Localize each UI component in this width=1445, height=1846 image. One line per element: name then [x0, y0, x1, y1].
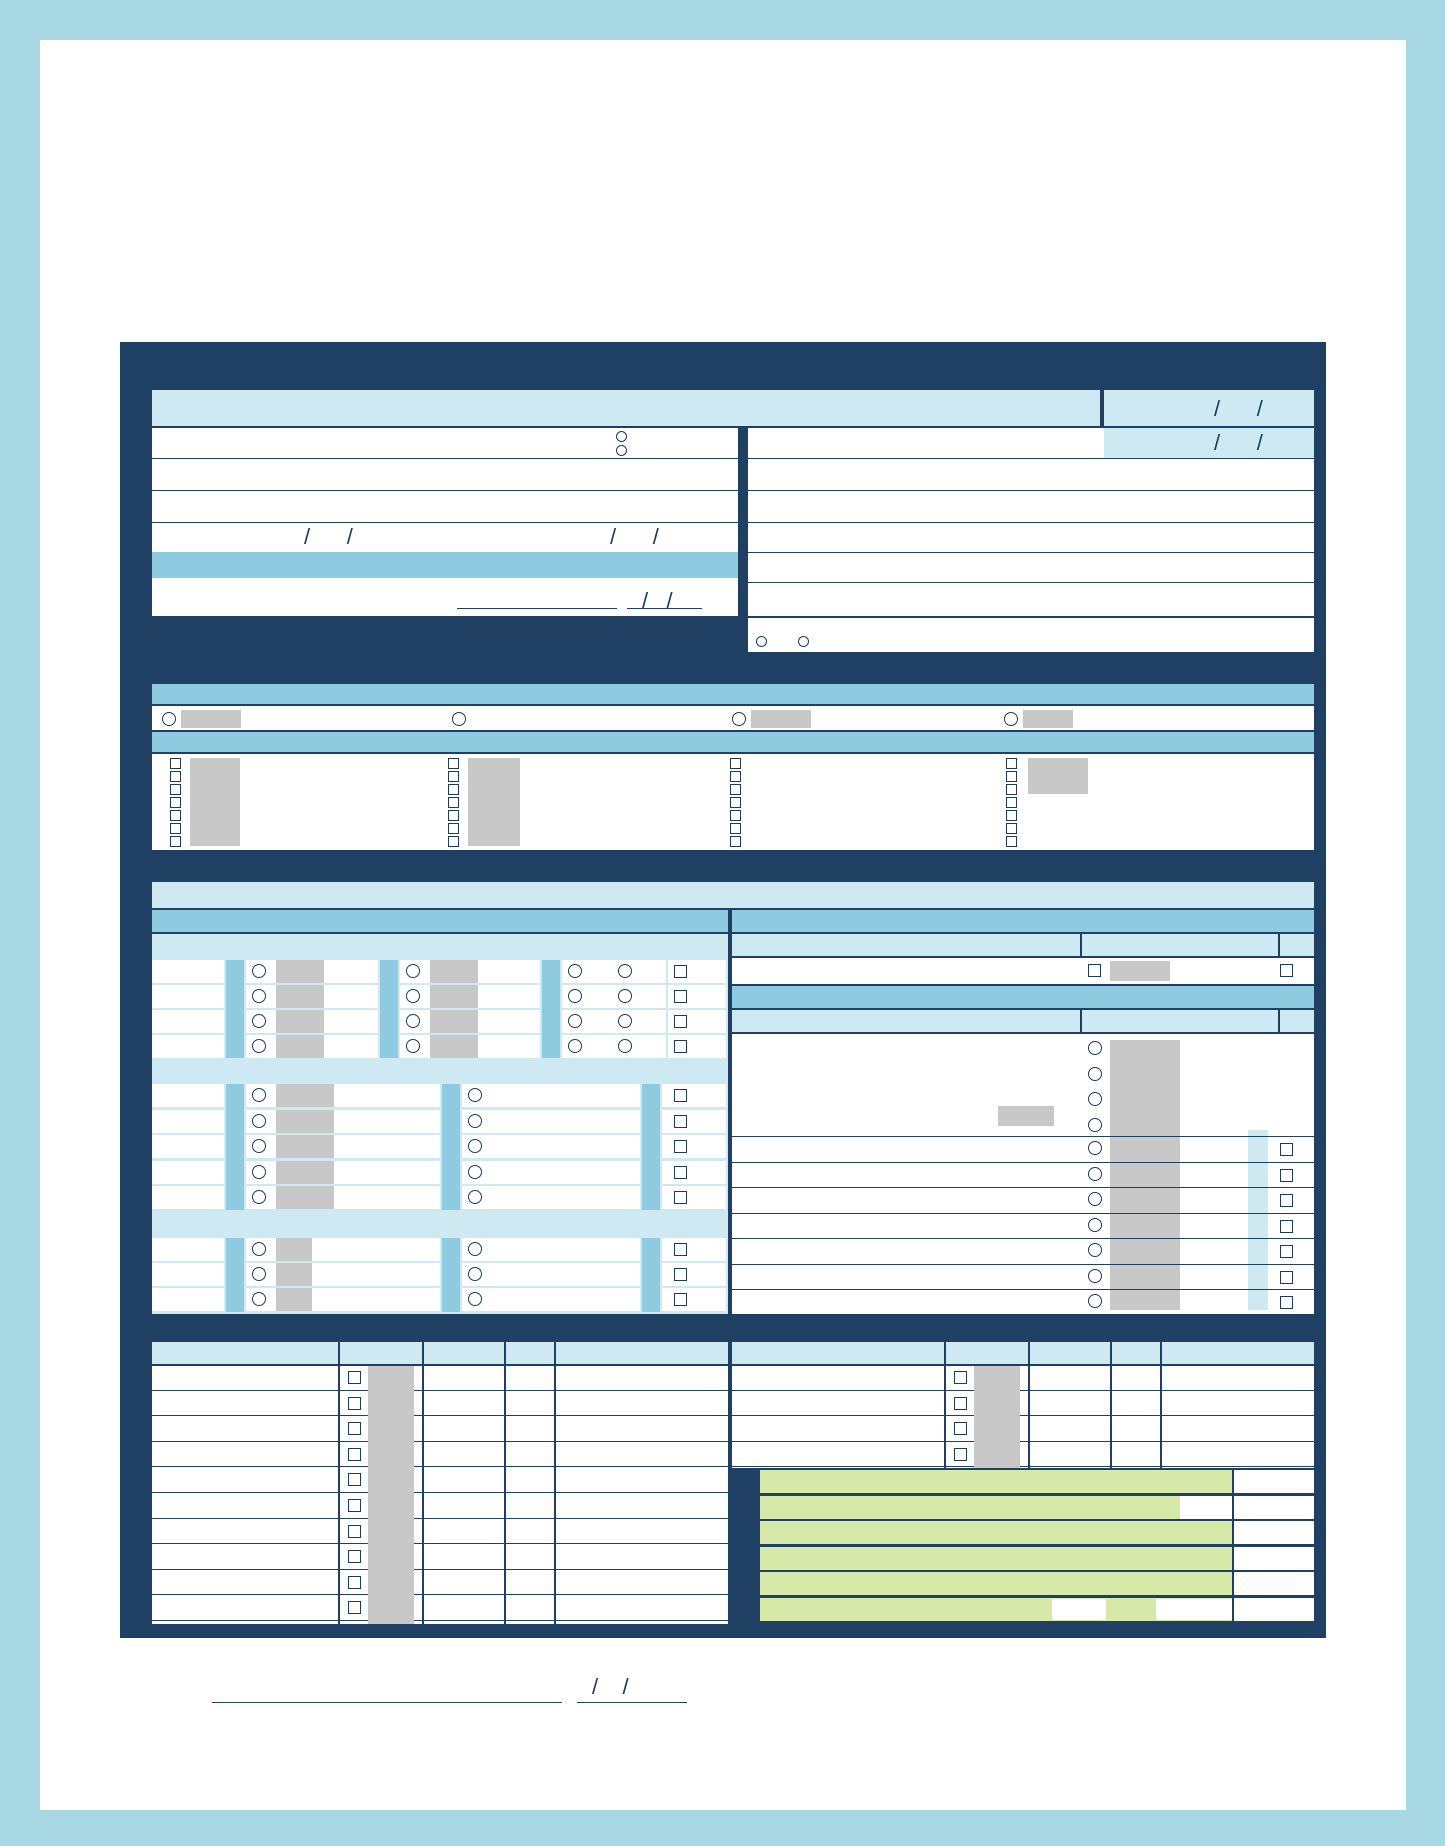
fees-box — [760, 1470, 1314, 1636]
icd-primary-options — [152, 706, 1314, 730]
education-radio[interactable] — [1088, 1041, 1102, 1055]
office-complexity — [152, 985, 224, 1008]
education-radio[interactable] — [1088, 1294, 1102, 1308]
education-modifier-label — [1248, 1130, 1268, 1310]
home-follow-radio[interactable] — [468, 1114, 482, 1128]
instructions-box — [152, 390, 1100, 426]
office-first-radio[interactable] — [252, 1014, 266, 1028]
fee-value-field[interactable] — [1234, 1496, 1314, 1519]
product-header-cell — [1160, 1342, 1314, 1364]
icd-checkbox[interactable] — [730, 784, 741, 795]
icd-checkbox[interactable] — [170, 784, 181, 795]
secondary-yes-radio[interactable] — [798, 636, 809, 647]
sidebar-services — [120, 862, 150, 1502]
phone-nondoc-radio[interactable] — [252, 1267, 266, 1281]
icd-checkbox[interactable] — [1006, 771, 1017, 782]
miles-field[interactable] — [1052, 1599, 1106, 1620]
subscriber-birth-field[interactable]: / / — [1104, 428, 1314, 458]
complexity-header — [152, 934, 222, 958]
sidebar-insurance — [720, 428, 746, 616]
office-location-radio[interactable] — [568, 1014, 582, 1028]
tax-percent-field[interactable] — [1180, 1496, 1232, 1519]
office-education-checkbox[interactable] — [674, 1040, 687, 1053]
product-checkbox[interactable] — [954, 1448, 967, 1461]
home-first-cell — [246, 1135, 440, 1158]
education-radio[interactable] — [1088, 1092, 1102, 1106]
primary-option-prenatal[interactable] — [162, 708, 250, 728]
icd-checkbox[interactable] — [1006, 836, 1017, 847]
icd-checkbox[interactable] — [1006, 784, 1017, 795]
education-video-checkbox[interactable] — [1280, 1245, 1293, 1258]
icd-secondary-header — [152, 732, 1314, 752]
education-title — [732, 986, 1314, 1008]
form-title — [120, 342, 1326, 386]
office-location-cell — [562, 1035, 666, 1058]
phone-doctor-cell — [462, 1238, 640, 1261]
primary-option-followup[interactable] — [1004, 708, 1082, 728]
office-follow-radio[interactable] — [406, 1014, 420, 1028]
office-location-radio[interactable] — [568, 964, 582, 978]
phone-education-cell — [662, 1263, 726, 1286]
office-complexity — [152, 1010, 224, 1033]
office-follow-radio[interactable] — [406, 964, 420, 978]
primary-radio[interactable] — [1004, 712, 1018, 726]
office-follow-cell — [400, 1035, 540, 1058]
icd-checkbox[interactable] — [170, 823, 181, 834]
products-header-left — [152, 1342, 728, 1364]
icd-checkbox[interactable] — [170, 771, 181, 782]
icd-checkbox[interactable] — [730, 758, 741, 769]
phone-education-checkbox[interactable] — [674, 1293, 687, 1306]
home-first-radio[interactable] — [252, 1139, 266, 1153]
education-video-checkbox[interactable] — [1280, 1271, 1293, 1284]
office-first-visit-cell — [246, 960, 378, 983]
home-follow-radio[interactable] — [468, 1088, 482, 1102]
travel-mileage-value[interactable] — [1234, 1598, 1314, 1621]
home-education-checkbox[interactable] — [674, 1115, 687, 1128]
phone-nondoc-cell — [246, 1263, 440, 1286]
phone-doctor-cell — [462, 1263, 640, 1286]
icd-checkbox[interactable] — [1006, 797, 1017, 808]
secondary-insurance-box — [748, 618, 1314, 652]
home-complexity — [152, 1186, 224, 1209]
home-education-checkbox[interactable] — [674, 1191, 687, 1204]
phone-education-cell — [662, 1238, 726, 1261]
follow-up-label — [380, 960, 398, 1058]
home-education-cell — [662, 1186, 726, 1209]
home-first-visit-label — [226, 1084, 244, 1210]
phone-education-checkbox[interactable] — [674, 1268, 687, 1281]
phone-education-cell — [662, 1288, 726, 1311]
office-follow-cell — [400, 960, 540, 983]
emotional-description-header — [732, 934, 1080, 956]
rate-field[interactable] — [1156, 1599, 1232, 1620]
product-checkbox[interactable] — [348, 1499, 361, 1512]
icd-checkbox[interactable] — [730, 797, 741, 808]
video-location-radio[interactable] — [618, 1039, 632, 1053]
sidebar-assessment — [120, 652, 150, 852]
parent-info-box: / / / / / / — [152, 428, 738, 616]
education-ifvideo-header — [1280, 1010, 1314, 1032]
em-title — [152, 910, 728, 932]
receipt-form — [120, 342, 1326, 1699]
product-header-cell — [152, 1342, 336, 1364]
billing-title — [152, 854, 1314, 880]
video-location-radio[interactable] — [618, 1014, 632, 1028]
education-video-checkbox[interactable] — [1280, 1296, 1293, 1309]
home-follow-cell — [462, 1135, 640, 1158]
complexity-header-phone — [152, 1216, 222, 1236]
emotional-video-checkbox[interactable] — [1280, 964, 1293, 977]
fee-label — [760, 1521, 1232, 1544]
primary-option-parent-care[interactable] — [452, 708, 527, 728]
home-first-radio[interactable] — [252, 1165, 266, 1179]
product-header-cell — [1028, 1342, 1108, 1364]
product-checkbox[interactable] — [348, 1371, 361, 1384]
product-checkbox[interactable] — [348, 1473, 361, 1486]
hipaa-date-line[interactable] — [627, 608, 702, 609]
office-education-checkbox[interactable] — [674, 965, 687, 978]
icd-checkbox[interactable] — [730, 810, 741, 821]
office-location-radio[interactable] — [568, 1039, 582, 1053]
product-checkbox[interactable] — [348, 1422, 361, 1435]
office-follow-cell — [400, 1010, 540, 1033]
education-radio[interactable] — [1088, 1118, 1102, 1132]
phone-doctor-radio[interactable] — [468, 1242, 482, 1256]
office-first-visit-cell — [246, 1035, 378, 1058]
home-education-checkbox[interactable] — [674, 1140, 687, 1153]
home-education-cell — [662, 1110, 726, 1133]
icd-checkbox[interactable] — [730, 836, 741, 847]
emotional-cpt-header — [1082, 934, 1278, 956]
fee-label — [760, 1496, 1232, 1519]
product-header-cell — [504, 1342, 552, 1364]
icd-checkbox[interactable] — [170, 758, 181, 769]
office-complexity — [152, 1035, 224, 1058]
education-video-checkbox[interactable] — [1280, 1220, 1293, 1233]
office-first-radio[interactable] — [252, 964, 266, 978]
cert-title — [152, 1626, 728, 1646]
home-follow-radio[interactable] — [468, 1165, 482, 1179]
billing-note-box — [152, 882, 1314, 908]
home-first-radio[interactable] — [252, 1088, 266, 1102]
sidebar-fees-sales — [732, 1470, 758, 1636]
home-first-radio[interactable] — [252, 1190, 266, 1204]
cert-date-line[interactable] — [577, 1702, 687, 1703]
phone-doctor-radio[interactable] — [468, 1267, 482, 1281]
phone-nondoc-cell — [246, 1238, 440, 1261]
prenatal-radio[interactable] — [616, 431, 627, 442]
emotional-checkbox[interactable] — [1088, 964, 1101, 977]
office-first-radio[interactable] — [252, 989, 266, 1003]
em-grid — [152, 934, 728, 1314]
office-education-cell — [668, 985, 726, 1008]
product-checkbox[interactable] — [954, 1422, 967, 1435]
modifiers-label — [542, 960, 560, 1058]
icd-checkbox[interactable] — [448, 758, 459, 769]
phone-doctor-radio[interactable] — [468, 1292, 482, 1306]
home-complexity — [152, 1161, 224, 1184]
phone-nondoc-radio[interactable] — [252, 1292, 266, 1306]
hipaa-signature-line[interactable] — [457, 608, 617, 609]
phone-modifier-label — [642, 1238, 660, 1312]
office-first-radio[interactable] — [252, 1039, 266, 1053]
icd-checkbox[interactable] — [448, 771, 459, 782]
video-location-radio[interactable] — [618, 989, 632, 1003]
education-description-header — [732, 1010, 1080, 1032]
home-follow-cell — [462, 1084, 640, 1107]
travel-mileage-row — [760, 1598, 1232, 1621]
cert-signature-line[interactable] — [212, 1702, 562, 1703]
office-location-cell — [562, 985, 666, 1008]
doctor-label — [442, 1238, 460, 1312]
primary-radio[interactable] — [452, 712, 466, 726]
education-radio[interactable] — [1088, 1141, 1102, 1155]
education-radio[interactable] — [1088, 1218, 1102, 1232]
fee-label — [760, 1572, 1232, 1595]
office-education-cell — [668, 1010, 726, 1033]
first-visit-label — [226, 960, 244, 1058]
office-education-checkbox[interactable] — [674, 1015, 687, 1028]
product-checkbox[interactable] — [348, 1550, 361, 1563]
icd-title — [152, 654, 1314, 682]
home-complexity — [152, 1084, 224, 1107]
fee-label — [760, 1470, 1232, 1493]
icd-secondary-grid — [152, 754, 1314, 850]
education-video-checkbox[interactable] — [1280, 1143, 1293, 1156]
product-header-cell — [338, 1342, 420, 1364]
emotional-title — [732, 910, 1314, 932]
non-doc-label — [226, 1238, 244, 1312]
products-left-table — [152, 1366, 728, 1624]
fee-value-field[interactable] — [1234, 1547, 1314, 1570]
prenatal-option[interactable] — [616, 430, 627, 442]
product-checkbox[interactable] — [348, 1576, 361, 1589]
phone-education-checkbox[interactable] — [674, 1243, 687, 1256]
home-first-cell — [246, 1084, 440, 1107]
icd-checkbox[interactable] — [730, 823, 741, 834]
home-first-cell — [246, 1110, 440, 1133]
icd-checkbox[interactable] — [1006, 758, 1017, 769]
home-education-cell — [662, 1135, 726, 1158]
product-checkbox[interactable] — [954, 1397, 967, 1410]
icd-checkbox[interactable] — [448, 810, 459, 821]
office-location-radio[interactable] — [568, 989, 582, 1003]
education-video-checkbox[interactable] — [1280, 1194, 1293, 1207]
sidebar-parent-fill-out — [120, 390, 150, 640]
product-header-cell — [732, 1342, 942, 1364]
home-follow-cell — [462, 1161, 640, 1184]
product-header-cell — [554, 1342, 728, 1364]
office-follow-cell — [400, 985, 540, 1008]
office-location-cell — [562, 960, 666, 983]
cert-box: / / — [152, 1648, 728, 1714]
hipaa-title — [152, 552, 738, 578]
education-video-checkbox[interactable] — [1280, 1169, 1293, 1182]
video-location-radio[interactable] — [618, 964, 632, 978]
icd-primary-header — [152, 684, 1314, 704]
product-header-cell — [1110, 1342, 1158, 1364]
education-radio[interactable] — [1088, 1192, 1102, 1206]
home-first-cell — [246, 1161, 440, 1184]
products-right-table — [732, 1366, 1314, 1468]
office-complexity — [152, 960, 224, 983]
postpartum-radio[interactable] — [616, 445, 627, 456]
date-of-service-field[interactable]: / / — [1104, 390, 1314, 426]
phone-nondoc-cell — [246, 1288, 440, 1311]
insurance-box — [748, 428, 1314, 616]
fee-label — [760, 1547, 1232, 1570]
icd-checkbox[interactable] — [170, 810, 181, 821]
home-follow-up-label — [442, 1084, 460, 1210]
fee-value-field[interactable] — [1234, 1470, 1314, 1493]
office-education-cell — [668, 1035, 726, 1058]
emotional-ifvideo-header — [1280, 934, 1314, 956]
product-checkbox[interactable] — [348, 1525, 361, 1538]
product-checkbox[interactable] — [348, 1601, 361, 1614]
office-location-cell — [562, 1010, 666, 1033]
products-header-right — [732, 1342, 1314, 1364]
products-title — [152, 1316, 1314, 1340]
education-radio[interactable] — [1088, 1269, 1102, 1283]
primary-option-postpartum[interactable] — [732, 708, 825, 728]
home-first-radio[interactable] — [252, 1114, 266, 1128]
primary-radio[interactable] — [162, 712, 176, 726]
home-education-checkbox[interactable] — [674, 1089, 687, 1102]
home-complexity — [152, 1135, 224, 1158]
icd-checkbox[interactable] — [448, 823, 459, 834]
phone-nondoc-radio[interactable] — [252, 1242, 266, 1256]
secondary-yes-option[interactable] — [798, 635, 809, 647]
education-radio[interactable] — [1088, 1243, 1102, 1257]
home-education-cell — [662, 1161, 726, 1184]
phone-complexity — [152, 1263, 224, 1286]
product-checkbox[interactable] — [348, 1448, 361, 1461]
product-header-cell — [422, 1342, 502, 1364]
secondary-no-option[interactable] — [756, 635, 767, 647]
home-complexity — [152, 1110, 224, 1133]
icd-checkbox[interactable] — [730, 771, 741, 782]
icd-checkbox[interactable] — [448, 836, 459, 847]
secondary-no-radio[interactable] — [756, 636, 767, 647]
icd-checkbox[interactable] — [448, 797, 459, 808]
postpartum-option[interactable] — [616, 444, 627, 456]
primary-radio[interactable] — [732, 712, 746, 726]
home-education-cell — [662, 1084, 726, 1107]
education-grid — [732, 1034, 1314, 1314]
home-education-checkbox[interactable] — [674, 1166, 687, 1179]
office-first-visit-cell — [246, 985, 378, 1008]
phone-doctor-cell — [462, 1288, 640, 1311]
fee-value-field[interactable] — [1234, 1572, 1314, 1595]
icd-checkbox[interactable] — [170, 797, 181, 808]
education-cpt-header — [1082, 1010, 1278, 1032]
icd-checkbox[interactable] — [170, 836, 181, 847]
phone-complexity — [152, 1238, 224, 1261]
education-radio[interactable] — [1088, 1067, 1102, 1081]
home-follow-cell — [462, 1186, 640, 1209]
education-radio[interactable] — [1088, 1167, 1102, 1181]
office-education-cell — [668, 960, 726, 983]
office-follow-radio[interactable] — [406, 989, 420, 1003]
home-follow-cell — [462, 1110, 640, 1133]
office-education-checkbox[interactable] — [674, 990, 687, 1003]
product-checkbox[interactable] — [954, 1371, 967, 1384]
product-header-cell — [944, 1342, 1026, 1364]
emotional-row — [732, 958, 1314, 984]
home-follow-radio[interactable] — [468, 1190, 482, 1204]
product-checkbox[interactable] — [348, 1397, 361, 1410]
office-follow-radio[interactable] — [406, 1039, 420, 1053]
home-modifier-label — [642, 1084, 660, 1210]
home-follow-radio[interactable] — [468, 1139, 482, 1153]
icd-checkbox[interactable] — [1006, 810, 1017, 821]
complexity-header-home — [152, 1062, 222, 1082]
icd-checkbox[interactable] — [448, 784, 459, 795]
fee-value-field[interactable] — [1234, 1521, 1314, 1544]
phone-complexity — [152, 1288, 224, 1311]
icd-checkbox[interactable] — [1006, 823, 1017, 834]
home-first-cell — [246, 1186, 440, 1209]
office-first-visit-cell — [246, 1010, 378, 1033]
